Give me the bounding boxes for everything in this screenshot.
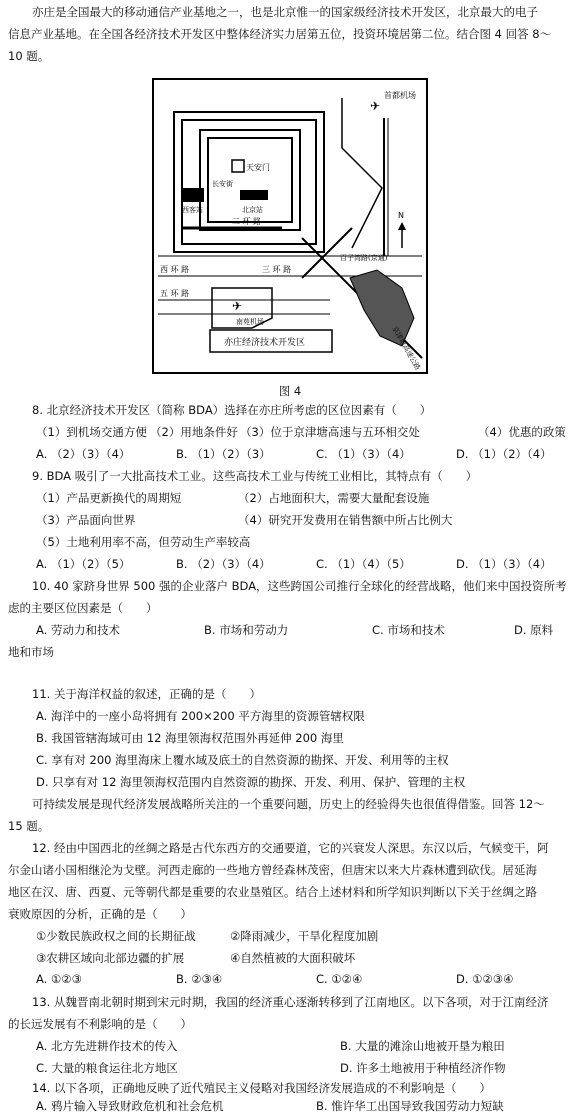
- q8-option-c: C. （1）（3）（4）: [316, 447, 411, 461]
- label-west-station: 西客站: [182, 206, 203, 214]
- q12-item: ③农耕区域向北部边疆的扩展: [36, 951, 185, 965]
- q10-option-d: D. 原料: [514, 623, 554, 637]
- q10-option-b: B. 市场和劳动力: [204, 623, 289, 637]
- q12-item: ④自然植被的大面积破坏: [230, 951, 356, 965]
- label-ring2: 二 环 路: [232, 217, 262, 226]
- q14-option-a: A. 鸦片输入导致财政危机和社会危机: [36, 1099, 224, 1113]
- q12-line: 地区在汉、唐、西夏、元等朝代都是重要的农业垦殖区。结合上述材料和所学知识判断以下关于丝绸之路: [8, 885, 537, 899]
- q8-item: （2）用地条件好: [150, 425, 238, 439]
- label-north: N: [398, 211, 404, 220]
- q12-line: 衰败原因的分析，正确的是（ ）: [8, 907, 192, 921]
- q10-option-a: A. 劳动力和技术: [36, 623, 120, 637]
- intro-line: 信息产业基地。在全国各经济技术开发区中整体经济实力居第五位，投资环境居第二位。结合图 4 回答 8～: [8, 27, 552, 41]
- q13-stem: 的长远发展有不利影响的是（ ）: [8, 1017, 192, 1031]
- q10-stem: 10. 40 家跻身世界 500 强的企业落户 BDA，这些跨国公司推行全球化的经营战略，他们来中国投资所考: [32, 579, 567, 593]
- q9-option-d: D. （1）（3）（4）: [456, 557, 552, 571]
- label-beijing-station: 北京站: [242, 206, 263, 214]
- q9-item: （5）土地利用率不高，但劳动生产率较高: [36, 535, 251, 549]
- q8-item: （4）优惠的政策: [478, 425, 566, 439]
- q9-option-b: B. （2）（3）（4）: [176, 557, 271, 571]
- q14-option-b: B. 惟许华工出国导致我国劳动力短缺: [316, 1099, 504, 1113]
- q10-stem: 虑的主要区位因素是（ ）: [8, 601, 158, 615]
- q11-option-d: D. 只享有对 12 海里领海权范围内自然资源的勘探、开发、利用、保护、管理的主权: [36, 775, 466, 789]
- label-bda: 亦庄经济技术开发区: [224, 338, 306, 348]
- label-east: 百子湾路(京通): [340, 254, 388, 262]
- q13-option-d: D. 许多土地被用于种植经济作物: [340, 1061, 506, 1075]
- q12-item: ②降雨减少，干旱化程度加剧: [230, 929, 379, 943]
- label-changan: 长安街: [212, 180, 233, 188]
- q8-option-b: B. （1）（2）（3）: [176, 447, 271, 461]
- q8-stem: 8. 北京经济技术开发区（简称 BDA）选择在亦庄所考虑的区位因素有（ ）: [32, 403, 432, 417]
- q12-line: 12. 经由中国西北的丝绸之路是古代东西方的交通要道，它的兴衰发人深思。东汉以后，气候变干，阿: [32, 841, 549, 855]
- label-airport: 首都机场: [384, 91, 416, 100]
- q12-line: 尔金山诸小国相继沦为戈壁。河西走廊的一些地方曾经森林茂密，但唐宋以来大片森林遭到砍伐。居延海: [8, 863, 537, 877]
- label-ring3: 三 环 路: [262, 265, 292, 274]
- figure-caption: 图 4: [278, 384, 302, 398]
- q9-item: （1）产品更新换代的周期短: [36, 491, 182, 505]
- label-ring5: 五 环 路: [160, 289, 190, 298]
- q9-option-a: A. （1）（2）（5）: [36, 557, 131, 571]
- intro-line: 10 题。: [8, 49, 50, 63]
- q12-option-d: D. ①②③④: [456, 972, 514, 986]
- nanyuan-airport-icon: ✈: [232, 299, 243, 313]
- q12-option-b: B. ②③④: [176, 972, 223, 986]
- q12-option-a: A. ①②③: [36, 972, 82, 986]
- q12-item: ①少数民族政权之间的长期征战: [36, 929, 196, 943]
- q10-option-c: C. 市场和技术: [372, 623, 445, 637]
- q13-stem: 13. 从魏晋南北朝时期到宋元时期，我国的经济重心逐渐转移到了江南地区。以下各项，对于江南经济: [32, 995, 549, 1009]
- q8-option-a: A. （2）（3）（4）: [36, 447, 131, 461]
- label-tiananmen: 天安门: [246, 163, 270, 172]
- q11-option-a: A. 海洋中的一座小岛将拥有 200×200 平方海里的资源管辖权限: [36, 709, 365, 723]
- airport-icon: ✈: [370, 99, 381, 113]
- west-station-block: [182, 188, 204, 202]
- q9-item: （4）研究开发费用在销售额中所占比例大: [238, 513, 453, 527]
- q11-option-c: C. 享有对 200 海里海床上覆水域及底土的自然资源的勘探、开发、利用等的主权: [36, 753, 449, 767]
- label-ring4: 西 环 路: [160, 265, 190, 274]
- intro-line: 亦庄是全国最大的移动通信产业基地之一，也是北京惟一的国家级经济技术开发区，北京最大的电子: [32, 5, 538, 19]
- q13-option-a: A. 北方先进耕作技术的传入: [36, 1039, 178, 1053]
- q9-stem: 9. BDA 吸引了一大批高技术工业。这些高技术工业与传统工业相比，其特点有（ ）: [32, 469, 478, 483]
- label-highway: 京津塘高速公路: [390, 325, 422, 372]
- beijing-bda-map: [152, 78, 428, 374]
- q11-option-b: B. 我国管辖海域可由 12 海里领海权范围外再延伸 200 海里: [36, 731, 344, 745]
- label-nanyuan: 南苑机场: [236, 318, 264, 326]
- q14-stem: 14. 以下各项，正确地反映了近代殖民主义侵略对我国经济发展造成的不利影响是（ ）: [32, 1081, 491, 1095]
- q9-item: （2）占地面积大，需要大量配套设施: [238, 491, 430, 505]
- q9-item: （3）产品面向世界: [36, 513, 136, 527]
- q10-option-d-cont: 地和市场: [8, 645, 54, 659]
- q11-stem: 11. 关于海洋权益的叙述，正确的是（ ）: [32, 687, 261, 701]
- q13-option-b: B. 大量的滩涂山地被开垦为粮田: [340, 1039, 505, 1053]
- q13-option-c: C. 大量的粮食运往北方地区: [36, 1061, 178, 1075]
- q8-item: （3）位于京津塘高速与五环相交处: [240, 425, 420, 439]
- q8-item: （1）到机场交通方便: [36, 425, 147, 439]
- intro2-line: 可持续发展是现代经济发展战略所关注的一个重要问题，历史上的经验得失也很值得借鉴。回答 12～: [32, 797, 545, 811]
- intro2-line: 15 题。: [8, 819, 50, 833]
- q9-option-c: C. （1）（4）（5）: [316, 557, 411, 571]
- beijing-station-block: [240, 190, 268, 200]
- q12-option-c: C. ①②④: [316, 972, 363, 986]
- q8-option-d: D. （1）（2）（4）: [456, 447, 552, 461]
